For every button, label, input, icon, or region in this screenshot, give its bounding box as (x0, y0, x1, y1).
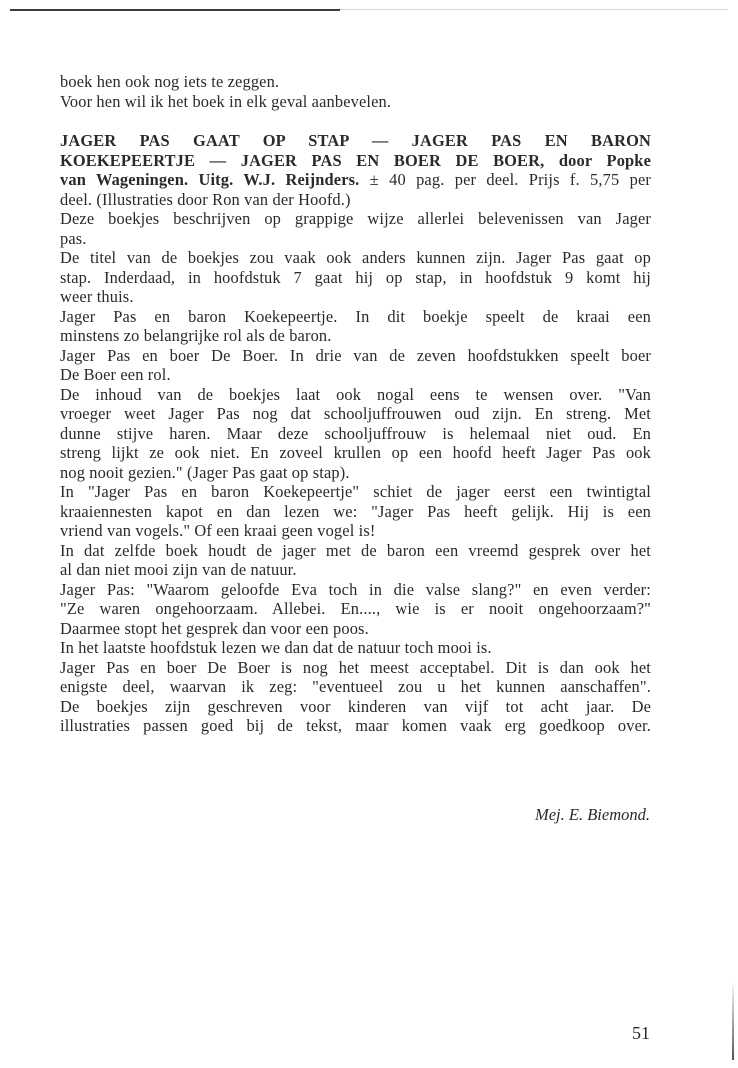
body-line: kraaiennesten kapot en dan lezen we: "Jager Pas heeft gelijk. Hij is een (60, 501, 651, 521)
paragraph-gap (60, 111, 651, 131)
body-line: De boekjes zijn geschreven voor kinderen van vijf tot acht jaar. De (60, 696, 651, 716)
body-line: dunne stijve haren. Maar deze schooljuffrouw is helemaal niet oud. En (60, 423, 651, 443)
body-line: pas. (60, 228, 87, 248)
body-line: De inhoud van de boekjes laat ook nogal eens te wensen over. "Van (60, 384, 651, 404)
body-line: In "Jager Pas en baron Koekepeertje" schiet de jager eerst een twintigtal (60, 482, 651, 501)
review-meta-rest: ± 40 pag. per deel. Prijs f. 5,75 per (359, 170, 651, 189)
body-line: De Boer een rol. (60, 365, 171, 384)
top-rule-faint (340, 9, 728, 10)
body-line: In dat zelfde boek houdt de jager met de baron een vreemd gesprek over het (60, 540, 651, 560)
body-line: Deze boekjes beschrijven op grappige wijze allerlei belevenissen van Jager (60, 209, 651, 228)
body-line: weer thuis. (60, 287, 134, 306)
body-line: De titel van de boekjes zou vaak ook anders kunnen zijn. Jager Pas gaat op (60, 248, 651, 267)
reviewer-signature: Mej. E. Biemond. (534, 805, 650, 824)
body-line: In het laatste hoofdstuk lezen we dan dat de natuur toch mooi is. (60, 638, 492, 657)
body-line: nog nooit gezien." (Jager Pas gaat op stap). (60, 462, 350, 482)
body-line: Daarmee stopt het gesprek dan voor een poos. (60, 618, 369, 638)
review-heading-line: KOEKEPEERTJE — JAGER PAS EN BOER DE BOER, door Popke (60, 150, 651, 170)
body-line: "Ze waren ongehoorzaam. Allebei. En...., wie is er nooit ongehoorzaam?" (60, 599, 651, 618)
body-line: minstens zo belangrijke rol als de baron. (60, 326, 332, 345)
body-line: enigste deel, waarvan ik zeg: "eventueel zou u het kunnen aanschaffen". (60, 677, 651, 696)
review-heading-line: JAGER PAS GAAT OP STAP — JAGER PAS EN BARON (60, 131, 651, 150)
page-content (60, 72, 651, 736)
intro-line: boek hen ook nog iets te zeggen. (60, 72, 280, 91)
body-line: vriend van vogels." Of een kraai geen vogel is! (60, 521, 376, 540)
page-edge-shadow (732, 980, 734, 1060)
intro-line: Voor hen wil ik het boek in elk geval aanbevelen. (60, 91, 392, 111)
body-line: Jager Pas en boer De Boer. In drie van de zeven hoofdstukken speelt boer (60, 345, 651, 365)
body-line: illustraties passen goed bij de tekst, maar komen vaak erg goedkoop over. (60, 716, 651, 735)
review-meta-line (60, 170, 651, 190)
body-line: stap. Inderdaad, in hoofdstuk 7 gaat hij op stap, in hoofdstuk 9 komt hij (60, 267, 651, 287)
body-line: vroeger weet Jager Pas nog dat schooljuffrouwen oud zijn. En streng. Met (60, 404, 651, 423)
body-line: Jager Pas en boer De Boer is nog het meest acceptabel. Dit is dan ook het (60, 657, 651, 677)
body-line: Jager Pas: "Waarom geloofde Eva toch in die valse slang?" en even verder: (60, 579, 651, 599)
page-number: 51 (632, 1023, 650, 1043)
body-line: Jager Pas en baron Koekepeertje. In dit boekje speelt de kraai een (60, 306, 651, 326)
review-meta-continued: deel. (Illustraties door Ron van der Hoofd.) (60, 189, 351, 209)
top-rule (10, 9, 340, 11)
body-line: streng lijkt ze ook niet. En zoveel krullen op een hoofd heeft Jager Pas ook (60, 443, 651, 462)
body-line: al dan niet mooi zijn van de natuur. (60, 560, 297, 579)
review-meta-bold: van Wageningen. Uitg. W.J. Reijnders. (60, 170, 360, 189)
